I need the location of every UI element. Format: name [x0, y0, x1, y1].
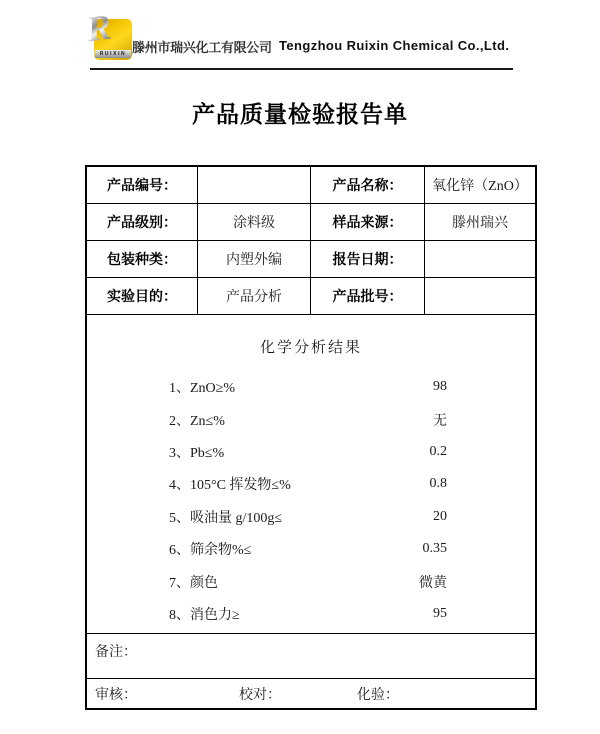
info-grid: [87, 167, 535, 315]
analysis-item-value: 微黄: [419, 575, 447, 591]
logo-brand-band: [95, 50, 131, 58]
info-label: 产品级别：: [87, 204, 198, 241]
analysis-item-label: 8、消色力≥: [169, 607, 240, 623]
info-value: 产品分析: [198, 278, 311, 315]
analysis-item-row: [87, 468, 535, 500]
analysis-section-title: 化学分析结果: [259, 340, 362, 356]
analysis-item-value: 0.2: [429, 443, 447, 459]
info-label: 产品名称：: [311, 167, 425, 204]
proofreader-label: 校对：: [239, 687, 281, 703]
analysis-item-row: [87, 565, 535, 597]
analysis-item-value: 0.35: [422, 541, 447, 557]
analysis-item-row: [87, 598, 535, 630]
info-value: [425, 278, 535, 315]
remark-row: [87, 634, 535, 679]
analysis-item-value: 98: [433, 379, 447, 395]
analysis-item-label: 1、ZnO≥%: [169, 381, 236, 397]
logo-brand-text: RUIXIN: [99, 51, 127, 57]
analysis-item-value: 无: [433, 413, 447, 429]
info-label: 样品来源：: [311, 204, 425, 241]
info-label: 报告日期：: [311, 241, 425, 278]
analysis-item-row: [87, 403, 535, 435]
reviewer-label: 审核：: [95, 687, 137, 703]
info-value: 滕州瑞兴: [425, 204, 535, 241]
company-name-en: Tengzhou Ruixin Chemical Co.,Ltd.: [279, 38, 510, 53]
page-title: 产品质量检验报告单: [192, 101, 408, 127]
analysis-item-label: 4、105°C 挥发物≤%: [169, 478, 291, 494]
analysis-item-row: [87, 501, 535, 533]
info-label: 产品批号：: [311, 278, 425, 315]
info-label: 包装种类：: [87, 241, 198, 278]
analysis-items: [87, 371, 535, 630]
info-value: [425, 241, 535, 278]
analysis-item-label: 5、吸油量 g/100g≤: [169, 510, 283, 526]
analysis-item-row: [87, 436, 535, 468]
analysis-item-label: 3、Pb≤%: [169, 445, 225, 461]
info-value: [198, 167, 311, 204]
company-name-cn: 滕州市瑞兴化工有限公司: [132, 40, 272, 55]
report-table: [85, 165, 537, 710]
analysis-item-row: [87, 533, 535, 565]
info-label: 产品编号：: [87, 167, 198, 204]
analysis-section: [87, 315, 535, 634]
info-value: 涂料级: [198, 204, 311, 241]
analysis-item-value: 20: [433, 508, 447, 524]
remark-label: 备注：: [95, 645, 137, 660]
info-value: 内塑外编: [198, 241, 311, 278]
analysis-item-value: 0.8: [429, 476, 447, 492]
analysis-item-label: 2、Zn≤%: [169, 413, 225, 429]
tester-label: 化验：: [357, 687, 399, 703]
logo-letter: R: [84, 6, 114, 50]
info-label: 实验目的：: [87, 278, 198, 315]
signature-row: [87, 679, 535, 708]
info-value: 氧化锌（ZnO）: [425, 167, 535, 204]
header-divider: [90, 68, 513, 70]
ruixin-logo-icon: [84, 6, 132, 60]
analysis-item-label: 6、筛余物%≤: [169, 543, 252, 559]
analysis-item-label: 7、颜色: [169, 575, 218, 591]
analysis-item-row: [87, 371, 535, 403]
analysis-item-value: 95: [433, 605, 447, 621]
